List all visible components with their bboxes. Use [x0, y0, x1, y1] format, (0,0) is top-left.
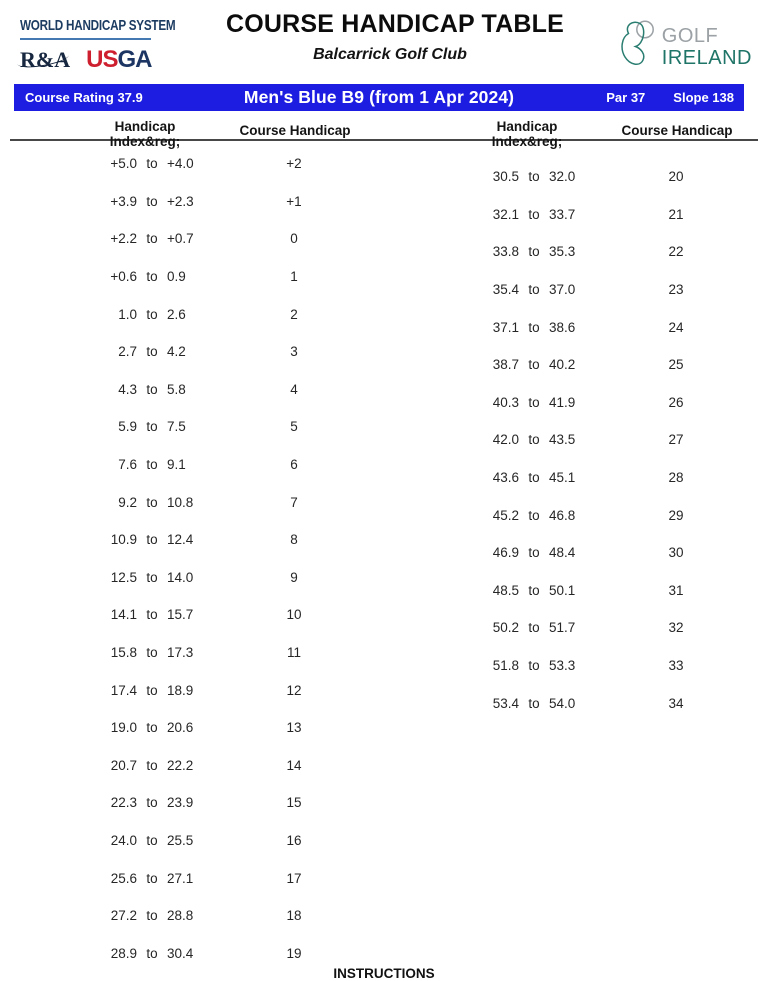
course-handicap-value: 25	[668, 357, 684, 373]
handicap-index-low: 17.4	[110, 682, 137, 698]
course-handicap-value: 31	[668, 582, 684, 598]
slope-label: Slope 138	[673, 90, 734, 105]
range-to-label: to	[146, 832, 158, 848]
handicap-index-high: 14.0	[167, 569, 194, 585]
course-handicap-value: 2	[290, 306, 298, 322]
range-to-label: to	[528, 206, 540, 222]
left-handicap-index-header-line1: Handicap	[114, 119, 176, 134]
handicap-index-high: 25.5	[167, 832, 194, 848]
handicap-index-high: 22.2	[167, 757, 194, 773]
course-handicap-value: 26	[668, 394, 684, 410]
handicap-index-high: 18.9	[167, 682, 194, 698]
handicap-index-high: 28.8	[167, 908, 194, 924]
handicap-index-high: 53.3	[549, 658, 576, 674]
golf-ireland-icon	[619, 18, 657, 75]
handicap-index-low: 14.1	[110, 607, 137, 623]
handicap-row	[441, 684, 725, 722]
handicap-index-high: 15.7	[167, 607, 194, 623]
handicap-row	[441, 233, 725, 271]
course-handicap-value: 9	[290, 569, 298, 585]
range-to-label: to	[146, 645, 158, 661]
handicap-row	[59, 371, 343, 409]
handicap-row	[59, 258, 343, 296]
left-handicap-index-header-line2: Index&reg;	[109, 134, 181, 149]
range-to-label: to	[146, 607, 158, 623]
course-handicap-value: 20	[668, 169, 684, 185]
course-handicap-value: 23	[668, 282, 684, 298]
course-handicap-value: 13	[286, 720, 302, 736]
handicap-index-low: 53.4	[492, 695, 519, 711]
handicap-row	[59, 483, 343, 521]
handicap-index-low: 9.2	[118, 494, 137, 510]
course-handicap-value: 16	[286, 832, 302, 848]
handicap-row	[59, 408, 343, 446]
range-to-label: to	[146, 870, 158, 886]
handicap-index-low: +5.0	[110, 156, 137, 172]
range-to-label: to	[146, 795, 158, 811]
handicap-index-high: 51.7	[549, 620, 576, 636]
course-handicap-value: 21	[668, 206, 684, 222]
range-to-label: to	[528, 582, 540, 598]
handicap-index-high: 50.1	[549, 582, 576, 598]
handicap-index-low: +0.6	[110, 269, 137, 285]
handicap-row	[441, 308, 725, 346]
range-to-label: to	[146, 269, 158, 285]
handicap-index-low: 24.0	[110, 832, 137, 848]
range-to-label: to	[146, 494, 158, 510]
handicap-index-low: 7.6	[118, 457, 137, 473]
handicap-index-high: 7.5	[167, 419, 186, 435]
range-to-label: to	[146, 757, 158, 773]
handicap-index-low: 25.6	[110, 870, 137, 886]
handicap-index-high: 0.9	[167, 269, 186, 285]
handicap-index-low: 1.0	[118, 306, 137, 322]
course-handicap-value: 22	[668, 244, 684, 260]
usga-logo-ga: GA	[117, 46, 152, 73]
handicap-index-high: 9.1	[167, 457, 186, 473]
handicap-index-low: 12.5	[110, 569, 137, 585]
range-to-label: to	[528, 432, 540, 448]
instructions-heading: INSTRUCTIONS	[333, 966, 435, 981]
handicap-index-low: 20.7	[110, 757, 137, 773]
usga-logo-us: US	[86, 46, 118, 73]
handicap-index-low: 35.4	[492, 282, 519, 298]
handicap-index-high: 33.7	[549, 206, 576, 222]
range-to-label: to	[528, 244, 540, 260]
course-handicap-value: 7	[290, 494, 298, 510]
handicap-row	[59, 333, 343, 371]
handicap-index-low: 5.9	[118, 419, 137, 435]
handicap-index-high: 4.2	[167, 344, 186, 360]
handicap-row	[441, 496, 725, 534]
handicap-row	[59, 709, 343, 747]
handicap-index-low: 10.9	[110, 532, 137, 548]
handicap-row	[59, 446, 343, 484]
range-to-label: to	[146, 306, 158, 322]
golf-ireland-word-ireland: IRELAND	[661, 46, 752, 69]
course-handicap-value: 29	[668, 507, 684, 523]
handicap-index-low: 32.1	[492, 206, 519, 222]
range-to-label: to	[528, 394, 540, 410]
range-to-label: to	[146, 720, 158, 736]
handicap-index-high: 27.1	[167, 870, 194, 886]
handicap-index-low: 28.9	[110, 945, 137, 961]
handicap-index-low: 43.6	[492, 470, 519, 486]
course-handicap-value: 17	[286, 870, 302, 886]
range-to-label: to	[146, 532, 158, 548]
course-handicap-value: 15	[286, 795, 302, 811]
handicap-row	[59, 295, 343, 333]
handicap-row	[59, 897, 343, 935]
handicap-table-right-column	[441, 158, 725, 722]
course-handicap-value: 4	[290, 381, 298, 397]
range-to-label: to	[146, 419, 158, 435]
range-to-label: to	[528, 169, 540, 185]
handicap-row	[59, 596, 343, 634]
course-rating-label: Course Rating 37.9	[25, 90, 143, 105]
handicap-index-low: 33.8	[492, 244, 519, 260]
course-handicap-value: 19	[286, 945, 302, 961]
handicap-index-low: 48.5	[492, 582, 519, 598]
page-title: COURSE HANDICAP TABLE	[225, 10, 564, 38]
range-to-label: to	[146, 569, 158, 585]
range-to-label: to	[146, 193, 158, 209]
handicap-index-high: 10.8	[167, 494, 194, 510]
handicap-index-high: 38.6	[549, 319, 576, 335]
handicap-row	[59, 220, 343, 258]
handicap-index-high: 17.3	[167, 645, 194, 661]
handicap-index-low: 51.8	[492, 658, 519, 674]
range-to-label: to	[146, 945, 158, 961]
right-handicap-index-header-line2: Index&reg;	[491, 134, 563, 149]
handicap-row	[441, 271, 725, 309]
handicap-index-high: 20.6	[167, 720, 194, 736]
handicap-index-high: 45.1	[549, 470, 576, 486]
range-to-label: to	[146, 156, 158, 172]
handicap-index-high: 35.3	[549, 244, 576, 260]
handicap-row	[59, 521, 343, 559]
course-handicap-value: 27	[668, 432, 684, 448]
handicap-index-high: 23.9	[167, 795, 194, 811]
handicap-index-high: +4.0	[167, 156, 194, 172]
handicap-row	[59, 183, 343, 221]
course-handicap-value: 33	[668, 658, 684, 674]
handicap-index-low: 38.7	[492, 357, 519, 373]
handicap-index-low: 22.3	[110, 795, 137, 811]
handicap-index-high: 40.2	[549, 357, 576, 373]
course-handicap-value: 8	[290, 532, 298, 548]
course-handicap-value: 18	[286, 908, 302, 924]
handicap-index-high: 48.4	[549, 545, 576, 561]
handicap-row	[59, 559, 343, 597]
handicap-row	[59, 145, 343, 183]
course-handicap-value: 24	[668, 319, 684, 335]
range-to-label: to	[528, 282, 540, 298]
golf-ireland-word-golf: GOLF	[661, 24, 719, 47]
golf-ireland-wordmark	[662, 25, 752, 69]
handicap-row	[441, 346, 725, 384]
right-handicap-index-header	[467, 119, 587, 149]
course-handicap-value: 10	[286, 607, 302, 623]
par-slope-group	[606, 90, 734, 105]
handicap-index-high: 41.9	[549, 394, 576, 410]
range-to-label: to	[146, 682, 158, 698]
golf-ireland-logo	[619, 18, 752, 75]
range-to-label: to	[146, 231, 158, 247]
whs-logo-title: WORLD HANDICAP SYSTEM	[20, 17, 176, 34]
range-to-label: to	[146, 908, 158, 924]
handicap-index-low: +3.9	[110, 193, 137, 209]
handicap-index-high: +2.3	[167, 193, 194, 209]
range-to-label: to	[528, 658, 540, 674]
handicap-index-low: 40.3	[492, 394, 519, 410]
handicap-index-high: 12.4	[167, 532, 194, 548]
range-to-label: to	[528, 319, 540, 335]
left-course-handicap-header: Course Handicap	[239, 123, 351, 138]
range-to-label: to	[528, 470, 540, 486]
course-handicap-value: 30	[668, 545, 684, 561]
handicap-index-low: 50.2	[492, 620, 519, 636]
course-handicap-value: 12	[286, 682, 302, 698]
handicap-index-low: 2.7	[118, 344, 137, 360]
course-handicap-value: +1	[286, 193, 302, 209]
handicap-index-low: 27.2	[110, 908, 137, 924]
handicap-index-high: 32.0	[549, 169, 576, 185]
range-to-label: to	[528, 695, 540, 711]
course-handicap-value: 0	[290, 231, 298, 247]
handicap-row	[441, 609, 725, 647]
handicap-index-high: 54.0	[549, 695, 576, 711]
range-to-label: to	[528, 545, 540, 561]
handicap-index-low: 45.2	[492, 507, 519, 523]
handicap-row	[441, 384, 725, 422]
handicap-row	[59, 859, 343, 897]
handicap-index-low: 15.8	[110, 645, 137, 661]
course-handicap-value: 11	[286, 645, 301, 661]
course-handicap-value: 28	[668, 470, 684, 486]
handicap-index-low: 19.0	[110, 720, 137, 736]
handicap-index-high: 2.6	[167, 306, 186, 322]
course-handicap-value: 3	[290, 344, 298, 360]
handicap-index-high: 30.4	[167, 945, 194, 961]
tee-name-label: Men's Blue B9 (from 1 Apr 2024)	[243, 87, 515, 107]
handicap-row	[441, 158, 725, 196]
handicap-row	[59, 634, 343, 672]
range-to-label: to	[146, 381, 158, 397]
course-handicap-value: 34	[668, 695, 684, 711]
handicap-index-low: +2.2	[110, 231, 137, 247]
right-handicap-index-header-line1: Handicap	[496, 119, 558, 134]
club-name: Balcarrick Golf Club	[313, 46, 467, 63]
handicap-row	[441, 572, 725, 610]
handicap-row	[59, 747, 343, 785]
course-handicap-value: 1	[290, 269, 298, 285]
course-handicap-value: 5	[290, 419, 298, 435]
range-to-label: to	[146, 344, 158, 360]
course-handicap-value: 14	[286, 757, 302, 773]
randa-logo: R&A	[20, 47, 71, 72]
handicap-index-high: 37.0	[549, 282, 576, 298]
handicap-row	[441, 459, 725, 497]
range-to-label: to	[528, 620, 540, 636]
handicap-index-high: 43.5	[549, 432, 576, 448]
handicap-index-high: 5.8	[167, 381, 186, 397]
range-to-label: to	[528, 507, 540, 523]
course-handicap-value: +2	[286, 156, 302, 172]
handicap-index-low: 30.5	[492, 169, 519, 185]
course-handicap-value: 32	[668, 620, 684, 636]
par-label: Par 37	[606, 90, 646, 105]
handicap-index-low: 37.1	[492, 319, 519, 335]
handicap-row	[441, 534, 725, 572]
handicap-row	[59, 671, 343, 709]
handicap-row	[59, 784, 343, 822]
handicap-row	[441, 647, 725, 685]
handicap-index-low: 46.9	[492, 545, 519, 561]
handicap-row	[59, 822, 343, 860]
handicap-index-high: 46.8	[549, 507, 576, 523]
handicap-index-low: 4.3	[118, 381, 137, 397]
handicap-table-left-column	[59, 145, 343, 972]
course-handicap-value: 6	[290, 457, 298, 473]
handicap-row	[441, 196, 725, 234]
right-course-handicap-header: Course Handicap	[621, 123, 733, 138]
tee-banner	[14, 84, 744, 111]
handicap-index-low: 42.0	[492, 432, 519, 448]
range-to-label: to	[528, 357, 540, 373]
handicap-index-high: +0.7	[167, 231, 194, 247]
range-to-label: to	[146, 457, 158, 473]
handicap-row	[441, 421, 725, 459]
